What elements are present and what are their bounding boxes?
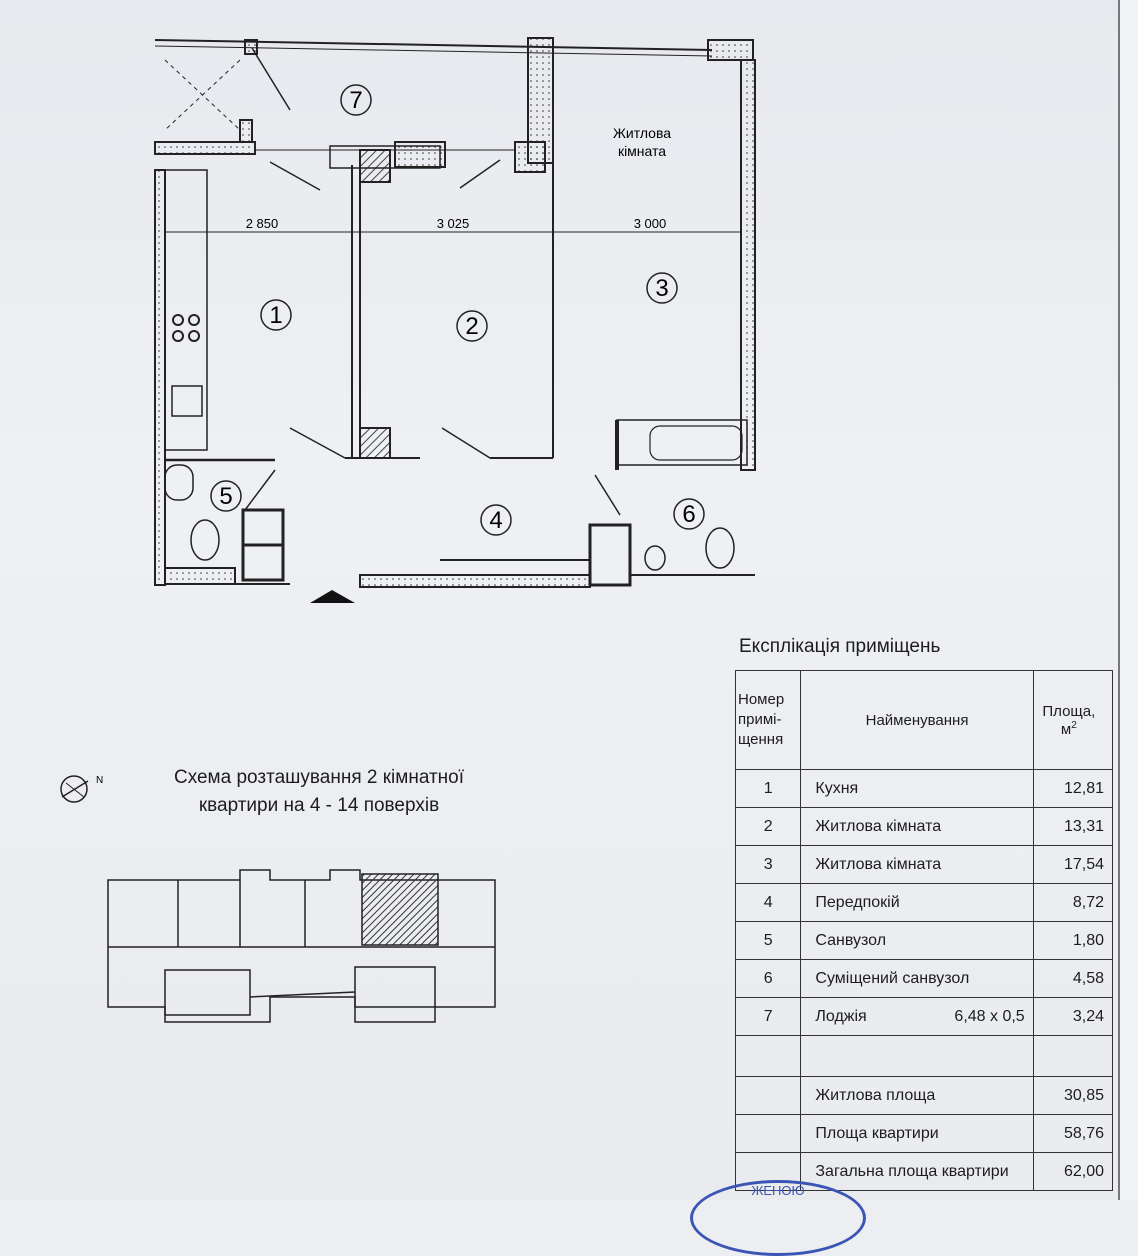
row-name: Передпокій xyxy=(815,893,900,911)
total-row xyxy=(736,1077,1113,1115)
row-number: 6 xyxy=(736,960,801,998)
scheme-title xyxy=(138,764,500,820)
row-number: 4 xyxy=(736,884,801,922)
wall-right xyxy=(741,60,755,470)
row-area: 4,58 xyxy=(1033,960,1112,998)
table-row xyxy=(736,922,1113,960)
dimension-1: 2 850 xyxy=(245,216,279,231)
row-name: Санвузол xyxy=(815,931,887,949)
room-number-6: 6 xyxy=(682,501,696,528)
scheme-title-line1: Схема розташування 2 кімнатної xyxy=(173,767,465,788)
header-area-sup: 2 xyxy=(1071,719,1077,731)
room-number-4: 4 xyxy=(489,507,503,534)
table-row xyxy=(736,960,1113,998)
total-name: Площа квартири xyxy=(801,1115,1033,1153)
header-number-line2: примі- xyxy=(738,711,782,728)
row-name-cell xyxy=(801,770,1033,808)
wall-bottom xyxy=(360,575,590,587)
row-name-cell xyxy=(801,846,1033,884)
header-name: Найменування xyxy=(801,671,1033,770)
row-number: 3 xyxy=(736,846,801,884)
explication-title: Експлікація приміщень xyxy=(739,636,941,657)
toilet-bath6-icon xyxy=(706,528,734,568)
room-label-line1: Житлова xyxy=(612,125,672,141)
stamp xyxy=(690,1180,866,1256)
building-scheme xyxy=(100,862,500,1032)
total-empty-cell xyxy=(736,1115,801,1153)
header-number-line1: Номер xyxy=(738,691,785,708)
hob-icon xyxy=(173,315,183,325)
row-name: Лоджія xyxy=(815,1007,867,1025)
row-name-cell xyxy=(801,922,1033,960)
total-empty-cell xyxy=(736,1077,801,1115)
header-area-unit: м xyxy=(1060,720,1072,738)
room-number-3: 3 xyxy=(655,275,669,302)
row-name: Житлова кімната xyxy=(815,817,942,835)
room-number-2: 2 xyxy=(465,313,479,340)
sink-icon xyxy=(172,386,202,416)
room-label-line2: кімната xyxy=(617,143,667,159)
total-name: Загальна площа квартири xyxy=(801,1153,1033,1191)
total-area: 62,00 xyxy=(1033,1153,1112,1191)
row-area: 3,24 xyxy=(1033,998,1112,1036)
row-name-cell xyxy=(801,808,1033,846)
total-area: 58,76 xyxy=(1033,1115,1112,1153)
table-row xyxy=(736,998,1113,1036)
room-number-7: 7 xyxy=(349,87,363,114)
explication-table xyxy=(735,670,1113,1191)
stamp-text: ЖЕНОЮ xyxy=(751,1183,805,1198)
compass-letter: N xyxy=(96,775,104,786)
row-name-cell xyxy=(801,998,1033,1036)
row-name-cell xyxy=(801,884,1033,922)
row-number: 1 xyxy=(736,770,801,808)
shaft-bath6 xyxy=(590,525,630,585)
table-header xyxy=(736,671,1113,770)
compass-icon xyxy=(58,771,106,807)
row-name: Кухня xyxy=(815,779,859,797)
table-row xyxy=(736,770,1113,808)
loggia-outer-line xyxy=(155,40,712,50)
scheme-title-line2: квартири на 4 - 14 поверхів xyxy=(198,795,440,816)
sink-bath5-icon xyxy=(165,465,193,500)
table-row xyxy=(736,846,1113,884)
total-name: Житлова площа xyxy=(801,1077,1033,1115)
row-size: 6,48 x 0,5 xyxy=(954,1007,1025,1025)
total-row xyxy=(736,1115,1113,1153)
toilet-bath5-icon xyxy=(191,520,219,560)
bathtub-icon xyxy=(617,420,747,465)
dimension-3: 3 000 xyxy=(633,216,667,231)
row-area: 13,31 xyxy=(1033,808,1112,846)
header-area xyxy=(1033,671,1112,770)
header-area-label: Площа, xyxy=(1042,702,1096,720)
floor-plan xyxy=(0,0,1138,620)
dimension-2: 3 025 xyxy=(436,216,470,231)
row-area: 17,54 xyxy=(1033,846,1112,884)
total-area: 30,85 xyxy=(1033,1077,1112,1115)
row-area: 1,80 xyxy=(1033,922,1112,960)
wall-room3-left xyxy=(528,38,553,163)
header-number-line3: щення xyxy=(738,731,784,748)
row-name-cell xyxy=(801,960,1033,998)
entrance-marker-icon xyxy=(310,590,355,603)
row-number: 2 xyxy=(736,808,801,846)
column-hatched xyxy=(360,150,390,182)
header-number xyxy=(736,671,801,770)
wall-left xyxy=(155,170,165,585)
table-row xyxy=(736,808,1113,846)
room-number-5: 5 xyxy=(219,483,233,510)
row-name: Суміщений санвузол xyxy=(815,969,970,987)
room-number-1: 1 xyxy=(269,302,283,329)
row-name: Житлова кімната xyxy=(815,855,942,873)
row-number: 5 xyxy=(736,922,801,960)
highlighted-apartment xyxy=(362,874,438,945)
table-row xyxy=(736,884,1113,922)
row-area: 8,72 xyxy=(1033,884,1112,922)
row-area: 12,81 xyxy=(1033,770,1112,808)
wall-top-left xyxy=(155,142,255,154)
row-number: 7 xyxy=(736,998,801,1036)
table-spacer-row xyxy=(736,1036,1113,1077)
